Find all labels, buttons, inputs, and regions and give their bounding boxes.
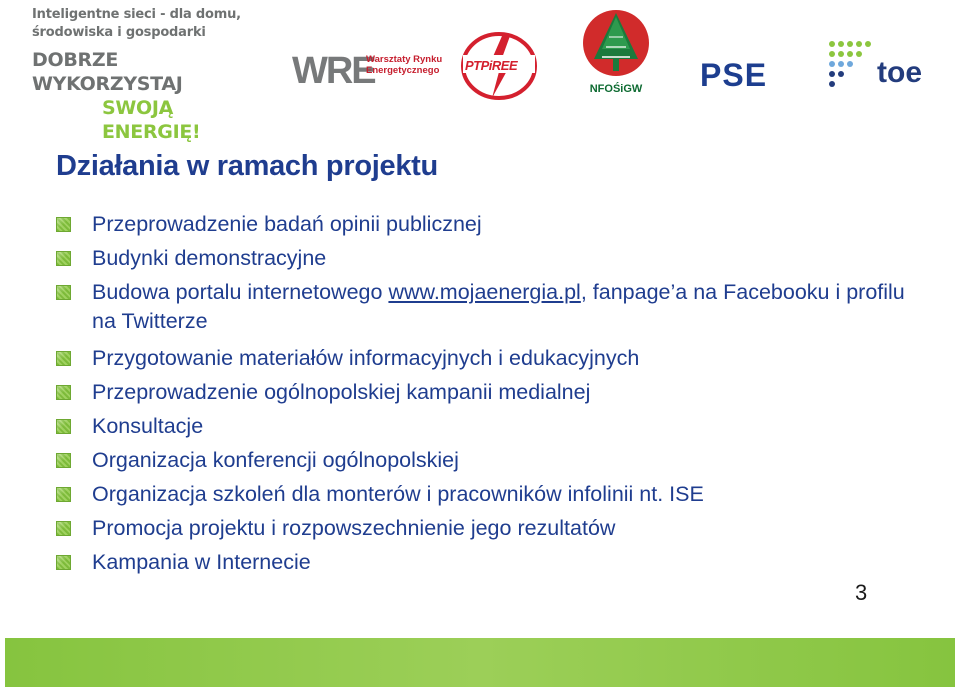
campaign-line2: środowiska i gospodarki bbox=[32, 25, 206, 40]
list-item-text: Organizacja szkoleń dla monterów i pracowników infolinii nt. ISE bbox=[92, 482, 704, 506]
campaign-logo bbox=[32, 6, 272, 144]
square-bullet-icon bbox=[56, 555, 71, 570]
page-title: Działania w ramach projektu bbox=[56, 150, 438, 182]
pse-logo bbox=[700, 58, 780, 92]
list-item bbox=[56, 446, 916, 475]
header-logos bbox=[0, 0, 960, 143]
nfosigw-logo-text: NFOŚiGW bbox=[589, 83, 643, 95]
campaign-slogan2: SWOJĄ ENERGIĘ! bbox=[102, 97, 201, 143]
list-item bbox=[56, 378, 916, 407]
footer-green-bar bbox=[5, 638, 955, 687]
square-bullet-icon bbox=[56, 487, 71, 502]
footer-band bbox=[0, 634, 960, 691]
list-item-text: Przeprowadzenie ogólnopolskiej kampanii medialnej bbox=[92, 380, 591, 404]
square-bullet-icon bbox=[56, 521, 71, 536]
list-item bbox=[56, 278, 916, 336]
portal-link[interactable]: www.mojaenergia.pl bbox=[388, 280, 581, 304]
square-bullet-icon bbox=[56, 351, 71, 366]
square-bullet-icon bbox=[56, 251, 71, 266]
list-item-text-after: , fanpage’a na Facebooku i profilu na Twitterze bbox=[92, 280, 905, 333]
campaign-line1: Inteligentne sieci - dla domu, bbox=[32, 7, 241, 22]
list-item-text: Budynki demonstracyjne bbox=[92, 246, 327, 270]
square-bullet-icon bbox=[56, 285, 71, 300]
list-item-text-before: Budowa portalu internetowego bbox=[92, 280, 389, 304]
list-item bbox=[56, 480, 916, 509]
list-item bbox=[56, 344, 916, 373]
wre-logo-subtitle: Warsztaty Rynku Energetycznego bbox=[366, 54, 443, 76]
list-item bbox=[56, 412, 916, 441]
page-number: 3 bbox=[855, 580, 868, 605]
list-item bbox=[56, 514, 916, 543]
campaign-slogan1: DOBRZE WYKORZYSTAJ bbox=[32, 49, 183, 95]
ptpiree-logo bbox=[458, 30, 540, 102]
square-bullet-icon bbox=[56, 217, 71, 232]
list-item-text: Konsultacje bbox=[92, 414, 204, 438]
pse-logo-text: PSE bbox=[700, 57, 768, 93]
bullet-list bbox=[56, 210, 916, 582]
list-item-text: Organizacja konferencji ogólnopolskiej bbox=[92, 448, 459, 472]
toe-logo bbox=[827, 38, 935, 90]
list-item-text: Przeprowadzenie badań opinii publicznej bbox=[92, 212, 482, 236]
list-item-text: Przygotowanie materiałów informacyjnych i edukacyjnych bbox=[92, 346, 640, 370]
list-item-text: Promocja projektu i rozpowszechnienie jego rezultatów bbox=[92, 516, 616, 540]
nfosigw-logo bbox=[582, 7, 650, 99]
list-item bbox=[56, 210, 916, 239]
toe-dots-icon bbox=[827, 38, 875, 90]
toe-logo-text: toe bbox=[877, 56, 922, 89]
list-item bbox=[56, 244, 916, 273]
nfosigw-tree-icon bbox=[582, 7, 650, 81]
list-item-text: Kampania w Internecie bbox=[92, 550, 311, 574]
list-item bbox=[56, 548, 916, 577]
ptpiree-logo-text: PTPiREE bbox=[465, 58, 518, 73]
square-bullet-icon bbox=[56, 385, 71, 400]
square-bullet-icon bbox=[56, 419, 71, 434]
wre-logo-mark: WRE bbox=[292, 50, 375, 92]
square-bullet-icon bbox=[56, 453, 71, 468]
